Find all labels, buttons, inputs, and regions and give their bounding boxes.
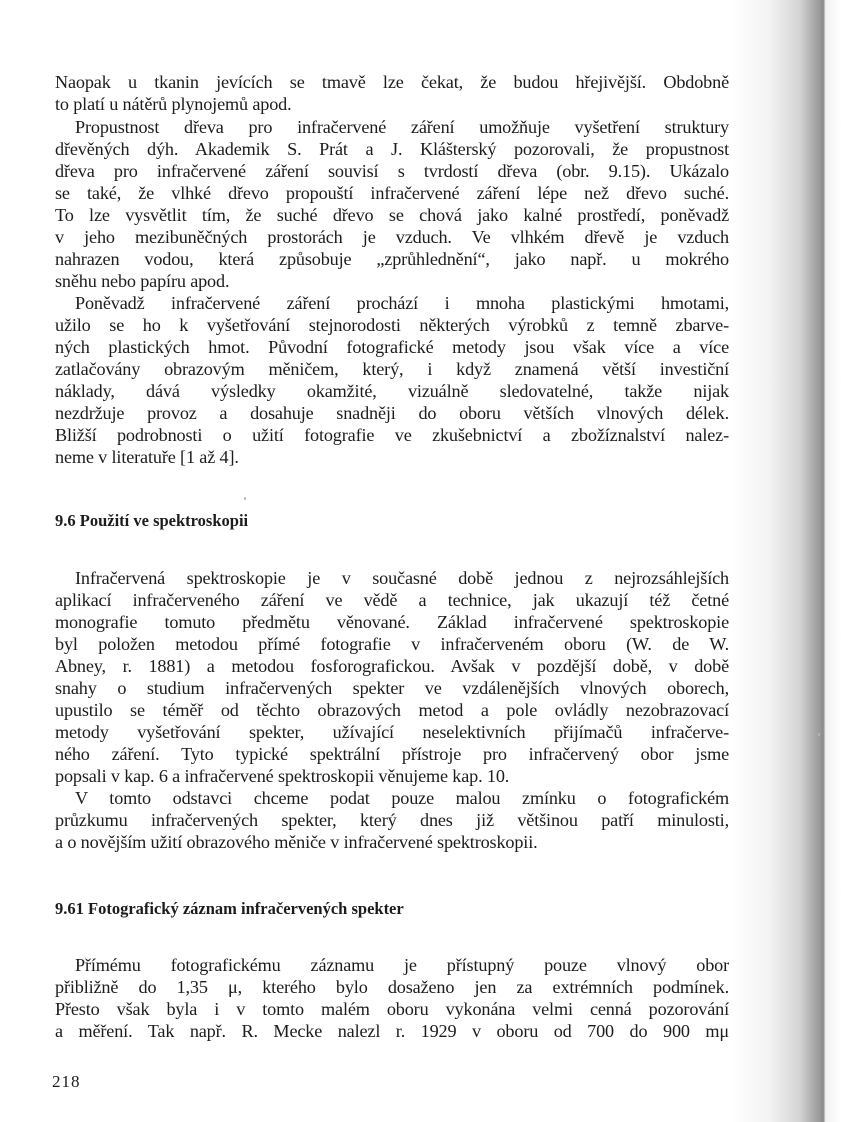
text-line: náklady, dává výsledky okamžité, vizuálně sledovatelné, takže nijak [55, 381, 729, 401]
text-line: nahrazen vodou, která způsobuje „zprůhlednění“, jako např. u mokrého [55, 249, 729, 269]
text-line: nezdržuje provoz a dosahuje snadněji do oboru větších vlnových délek. [55, 403, 729, 423]
text-line: snahy o studium infračervených spekter ve vzdálenějších vlnových oborech, [55, 678, 729, 698]
text-line: a měření. Tak např. R. Mecke nalezl r. 1929 v oboru od 700 do 900 mμ [55, 1021, 729, 1041]
text-line: popsali v kap. 6 a infračervené spektroskopii věnujeme kap. 10. [55, 766, 510, 786]
text-line: byl položen metodou přímé fotografie v infračerveném oboru (W. de W. [55, 634, 729, 654]
text-line: Přesto však byla i v tomto malém oboru vykonána velmi cenná pozorování [55, 999, 729, 1019]
text-line: dřevěných dýh. Akademik S. Prát a J. Klášterský pozorovali, že propustnost [55, 139, 729, 159]
text-line: ných plastických hmot. Původní fotografické metody jsou však více a více [55, 337, 729, 357]
text-line: průzkumu infračervených spekter, který dnes již většinou patří minulosti, [55, 810, 729, 830]
text-line: Propustnost dřeva pro infračervené záření umožňuje vyšetření struktury [75, 117, 729, 137]
page-number: 218 [52, 1072, 81, 1091]
text-line: V tomto odstavci chceme podat pouze malou zmínku o fotografickém [75, 788, 729, 808]
text-line: ného záření. Tyto typické spektrální přístroje pro infračervený obor jsme [55, 744, 729, 764]
text-line: Poněvadž infračervené záření prochází i mnoha plastickými hmotami, [75, 293, 729, 313]
text-line: Abney, r. 1881) a metodou fosforografickou. Avšak v pozdější době, v době [55, 656, 729, 676]
text-line: přibližně do 1,35 μ, kterého bylo dosaženo jen za extrémních podmínek. [55, 977, 729, 997]
text-line: metody vyšetřování spekter, užívající neselektivních přijímačů infračerve- [55, 722, 729, 742]
scan-speck [244, 497, 246, 500]
text-line: upustilo se téměř od těchto obrazových metod a pole ovládly nezobrazovací [55, 700, 729, 720]
text-line: Přímému fotografickému záznamu je přístupný pouze vlnový obor [75, 955, 729, 975]
text-line: neme v literatuře [1 až 4]. [55, 447, 239, 467]
text-line: aplikací infračerveného záření ve vědě a technice, jak ukazují též četné [55, 590, 729, 610]
text-line: Infračervená spektroskopie je v současné době jednou z nejrozsáhlejších [75, 568, 729, 588]
text-line: To lze vysvětlit tím, že suché dřevo se chová jako kalné prostředí, poněvadž [55, 205, 729, 225]
scan-speck [818, 733, 820, 736]
text-line: monografie tomuto předmětu věnované. Základ infračervené spektroskopie [55, 612, 729, 632]
text-line: užilo se ho k vyšetřování stejnorodosti některých výrobků z temně zbarve- [55, 315, 729, 335]
page-edge-shadow [731, 0, 841, 1122]
text-line: v jeho mezibuněčných prostorách je vzduch. Ve vlhkém dřevě je vzduch [55, 227, 729, 247]
text-line: sněhu nebo papíru apod. [55, 271, 230, 291]
text-line: Naopak u tkanin jevících se tmavě lze čekat, že budou hřejivější. Obdobně [55, 72, 729, 92]
text-line: Bližší podrobnosti o užití fotografie ve zkušebnictví a zbožíznalství nalez- [55, 425, 729, 445]
text-line: zatlačovány obrazovým měničem, který, i když znamená větší investiční [55, 359, 729, 379]
text-line: to platí u nátěrů plynojemů apod. [55, 94, 292, 114]
subsection-heading: 9.61 Fotografický záznam infračervených spekter [55, 899, 404, 918]
text-line: dřeva pro infračervené záření souvisí s tvrdostí dřeva (obr. 9.15). Ukázalo [55, 161, 729, 181]
section-heading: 9.6 Použití ve spektroskopii [55, 511, 249, 530]
text-line: a o novějším užití obrazového měniče v infračervené spektroskopii. [55, 832, 538, 852]
text-line: se také, že vlhké dřevo propouští infračervené záření lépe než dřevo suché. [55, 183, 729, 203]
